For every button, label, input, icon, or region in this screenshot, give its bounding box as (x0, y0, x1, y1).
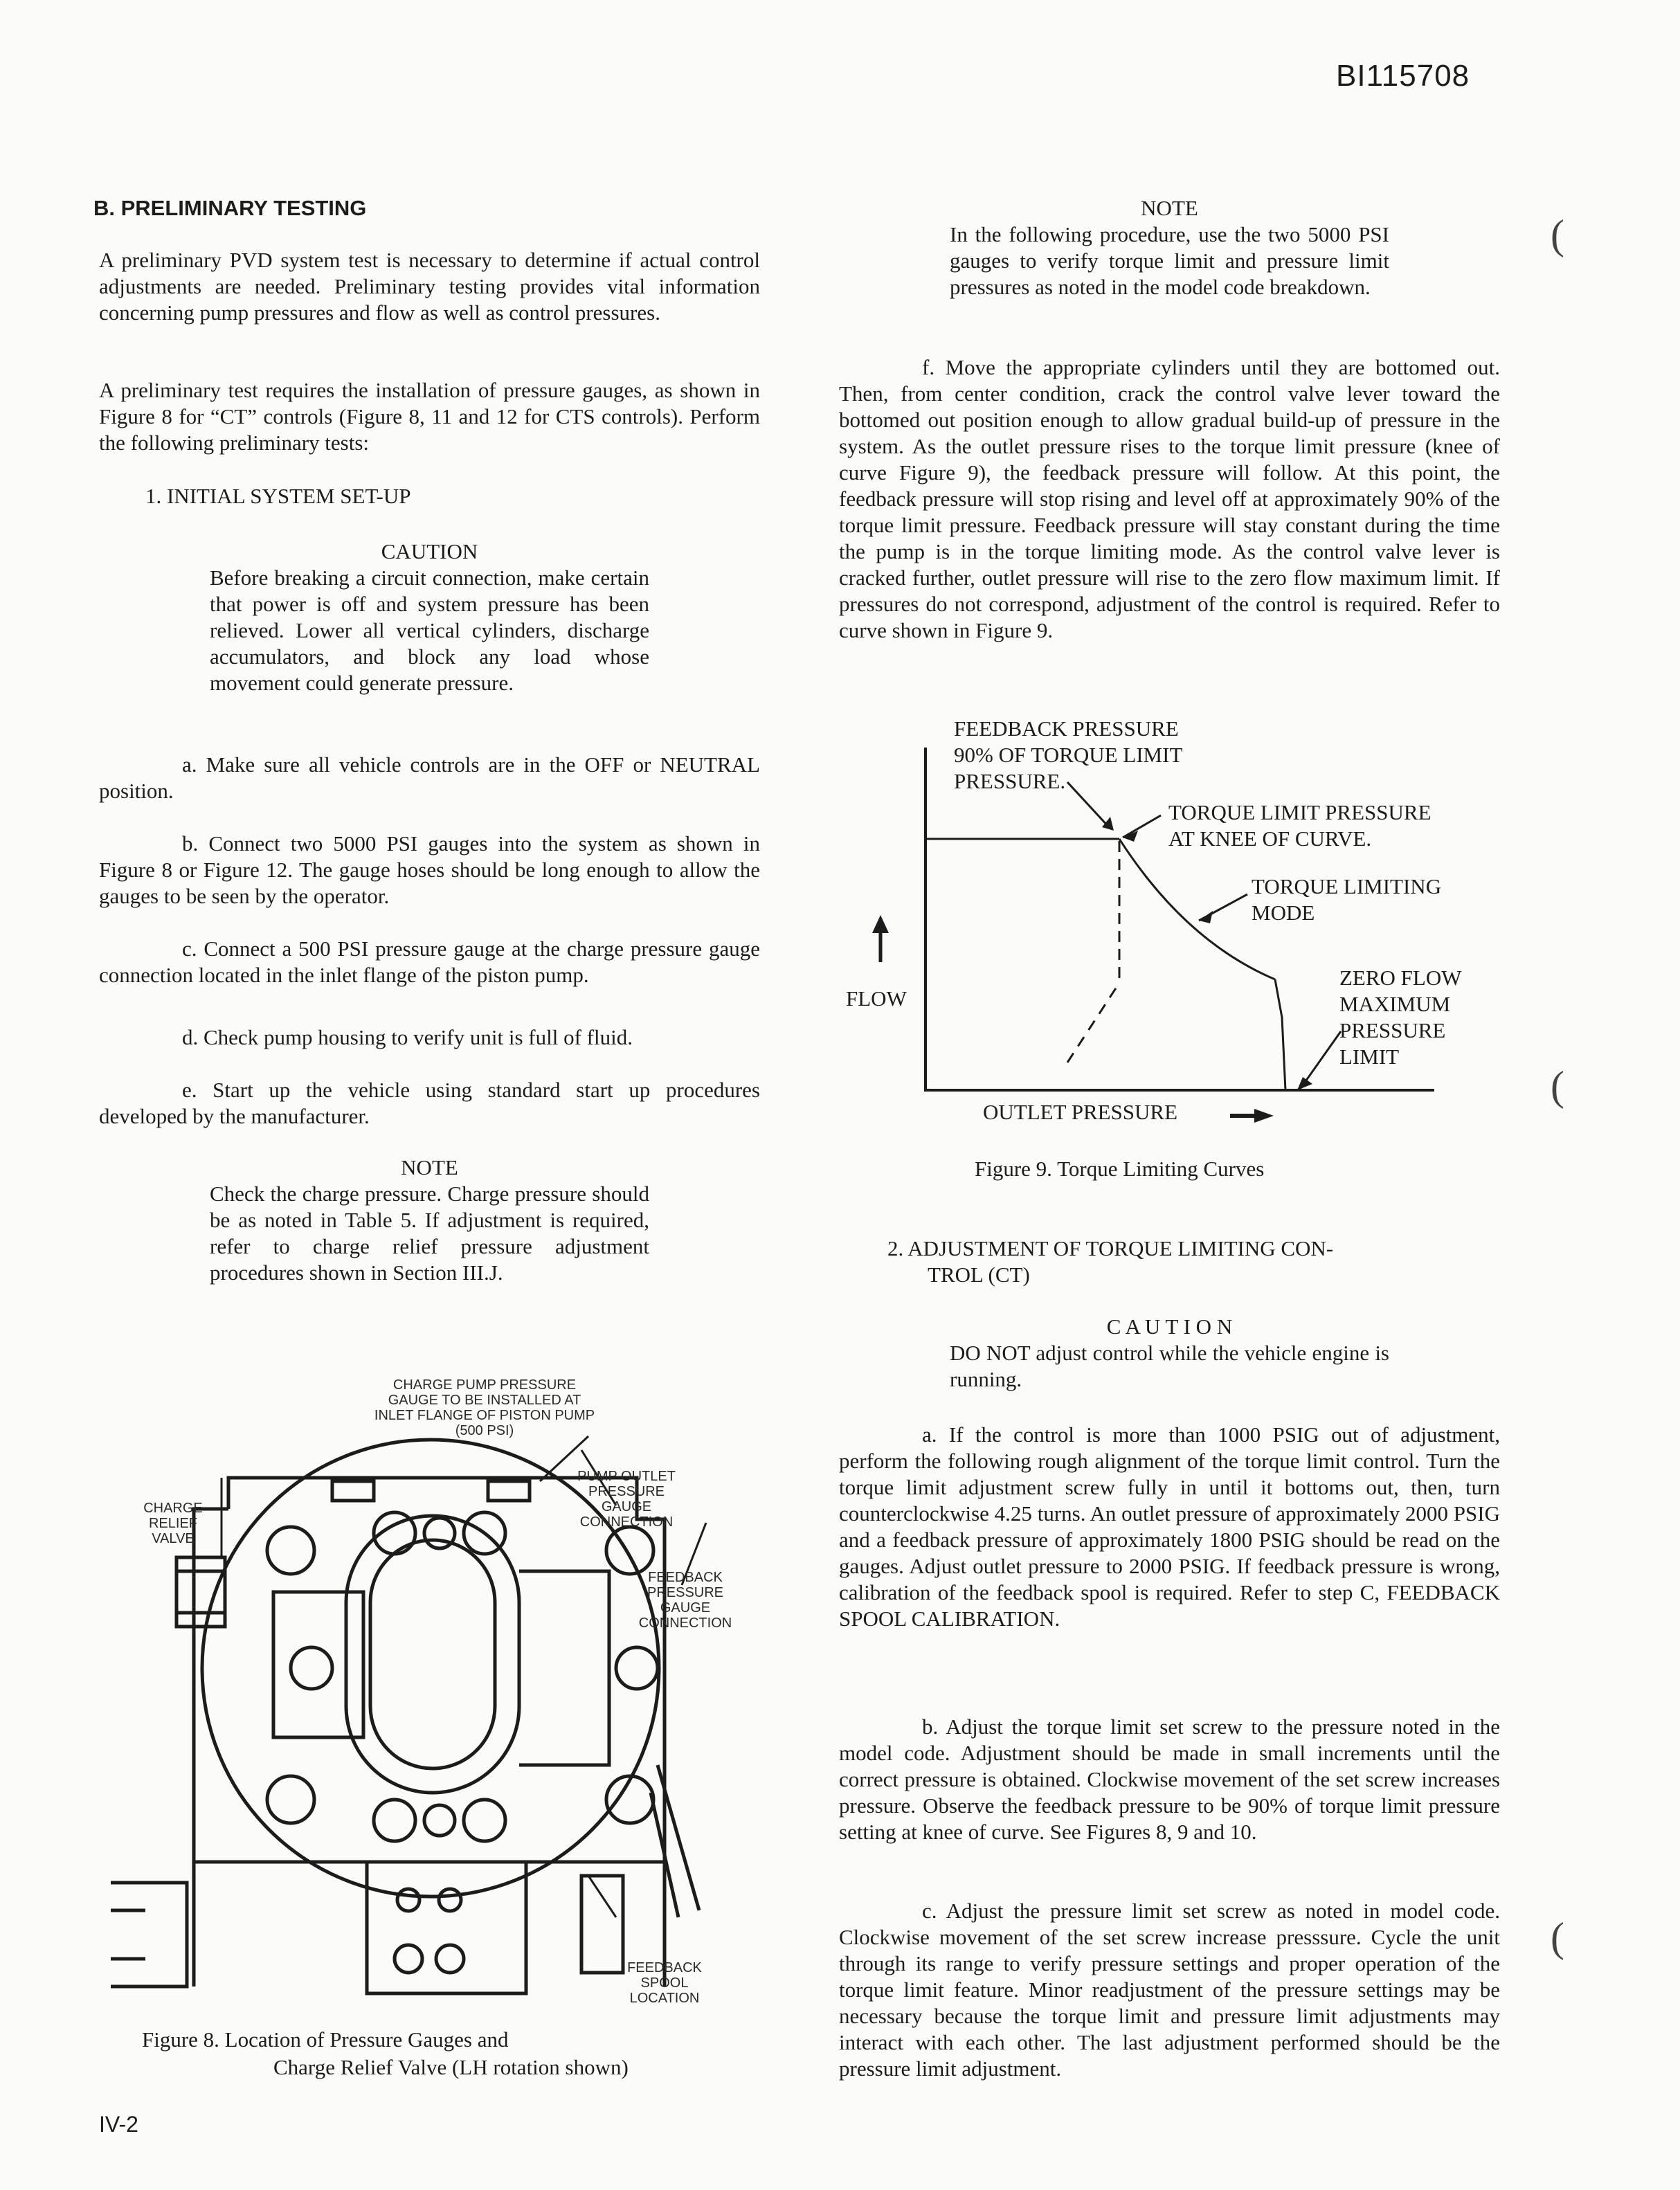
label-line: CONNECTION (638, 1616, 732, 1631)
label-line: GAUGE TO BE INSTALLED AT (388, 1393, 581, 1408)
label-charge-relief-valve (132, 1501, 215, 1546)
label-line: CONNECTION (579, 1514, 674, 1530)
step-item-b: b. Connect two 5000 PSI gauges into the system as shown in Figure 8 or Figure 12. The gauge hoses should be long enough to allow the gauges to be seen by the operator. (99, 831, 760, 908)
label-line: FEEDBACK PRESSURE (954, 716, 1179, 741)
caution-title: CAUTION (381, 539, 478, 563)
step2-item-b: b. Adjust the torque limit set screw to the pressure noted in the model code. Adjustment should be made in small increments until the correct pressure is obtained. Clockwise movement of the set screw increases pressure. Observe the feedback pressure to be 90% of torque limit pressure setting at knee of curve. See Figures 8, 9 and 10. (839, 1714, 1500, 1844)
label-line: 90% OF TORQUE LIMIT (954, 743, 1183, 767)
caution-block-1 (99, 539, 760, 696)
label-line: LOCATION (629, 1991, 700, 2006)
step-item-d: d. Check pump housing to verify unit is full of fluid. (182, 1025, 633, 1049)
caution-text: Before breaking a circuit connection, make certain that power is off and system pressure has been relieved. Lower all vertical cylinders, discharge accumulators, and block any load whose movement could generate pressure. (210, 565, 649, 695)
fig9-label-feedback (954, 716, 1182, 795)
step-item-f: f. Move the appropriate cylinders until they are bottomed out. Then, from center condition, crack the control valve lever toward the bottomed out position enough to allow gradual build-up of pressure in the system. As the outlet pressure rises to the torque limit pressure (knee of curve Figure 9), the feedback pressure will follow. At this point, the feedback pressure will stop rising and level off at approximately 90% of the torque limit pressure. Feedback pressure will stay constant during the time the pump is in the torque limiting mode. As the control valve lever is cracked further, outlet pressure will rise to the zero flow maximum limit. If pressures do not correspond, adjustment of the control is required. Refer to curve shown in Figure 9. (839, 355, 1500, 642)
label-line: MAXIMUM (1339, 992, 1451, 1016)
label-line: MODE (1252, 901, 1315, 925)
label-line: TORQUE LIMIT PRESSURE (1168, 800, 1431, 824)
figure-8-caption-line-2: Charge Relief Valve (LH rotation shown) (273, 2055, 629, 2079)
label-line: AT KNEE OF CURVE. (1168, 826, 1372, 851)
caution-text: DO NOT adjust control while the vehicle engine is running. (950, 1341, 1389, 1391)
section-heading: B. PRELIMINARY TESTING (93, 196, 367, 220)
fig9-axis-flow: FLOW (846, 986, 907, 1011)
label-line: PRESSURE (588, 1484, 665, 1499)
intro-paragraph-2: A preliminary test requires the installation of pressure gauges, as shown in Figure 8 for “CT” controls (Figure 8, 11 and 12 for CTS controls). Perform the following preliminary tests: (99, 378, 760, 455)
step-item-e: e. Start up the vehicle using standard start up procedures developed by the manufacturer. (99, 1078, 760, 1128)
label-line: SPOOL (640, 1975, 689, 1991)
note-title: NOTE (401, 1155, 458, 1179)
label-line: RELIEF (148, 1516, 198, 1531)
figure-8-caption-line-1: Figure 8. Location of Pressure Gauges and (142, 2027, 509, 2052)
note-text: In the following procedure, use the two 5000 PSI gauges to verify torque limit and pressure limit pressures as noted in the model code breakdown. (950, 222, 1389, 299)
label-pump-outlet-gauge (568, 1469, 685, 1530)
figure-9-caption: Figure 9. Torque Limiting Curves (975, 1157, 1265, 1181)
note-title: NOTE (1141, 196, 1198, 220)
intro-paragraph-1: A preliminary PVD system test is necessary to determine if actual control adjustments are needed. Preliminary testing provides vital information concerning pump pressures and flow as well as control pressures. (99, 248, 760, 325)
step2-item-c: c. Adjust the pressure limit set screw as noted in model code. Clockwise movement of the set screw increase presssure. Cycle the unit through its range to verify pressure settings and proper operation of the torque limit feature. Minor readjustment of the pressure settings may be necessary because the torque limit and pressure limit adjustments may interact with each other. The last adjustment performed should be the pressure limit adjustment. (839, 1899, 1500, 2081)
page-number: IV-2 (99, 2112, 138, 2137)
label-line: TORQUE LIMITING (1252, 874, 1442, 898)
label-line: FEEDBACK (648, 1570, 723, 1585)
note-block-2 (839, 195, 1500, 300)
label-line: VALVE (152, 1531, 195, 1546)
fig9-label-zero-flow (1339, 965, 1462, 1070)
label-feedback-gauge (623, 1570, 748, 1631)
label-line: GAUGE (660, 1600, 711, 1616)
label-line: PUMP OUTLET (577, 1469, 676, 1484)
fig9-axis-outlet-pressure: OUTLET PRESSURE (983, 1100, 1178, 1124)
label-charge-pump-gauge (370, 1377, 599, 1438)
label-line: INLET FLANGE OF PISTON PUMP (374, 1408, 595, 1423)
label-line: PRESSURE (647, 1585, 724, 1600)
note-block-1 (99, 1155, 760, 1286)
binding-mark: ( (1551, 1063, 1564, 1109)
caution-block-2 (839, 1314, 1500, 1393)
label-line: FEEDBACK (627, 1960, 702, 1975)
caution-title: C A U T I O N (1106, 1314, 1233, 1339)
step2-heading-line-2: TROL (CT) (928, 1263, 1030, 1287)
label-line: PRESSURE (1339, 1018, 1446, 1042)
label-line: ZERO FLOW (1339, 966, 1462, 990)
label-feedback-spool (609, 1960, 720, 2006)
step2-heading-line-1: 2. ADJUSTMENT OF TORQUE LIMITING CON- (887, 1236, 1334, 1260)
step2-item-a: a. If the control is more than 1000 PSIG out of adjustment, perform the following rough alignment of the torque limit control. Turn the torque limit adjustment screw fully in until it bottoms out, then, turn counterclockwise 4.25 turns. An outlet pressure of approximately 2000 PSIG and a feedback pressure of approximately 1800 PSIG should be read on the gauges. Adjust outlet pressure to 2000 PSIG. If feedback pressure is wrong, calibration of the feedback spool is required. Refer to step C, FEEDBACK SPOOL CALIBRATION. (839, 1422, 1500, 1631)
label-line: PRESSURE. (954, 769, 1066, 793)
label-line: (500 PSI) (455, 1423, 514, 1438)
label-line: CHARGE (143, 1501, 203, 1516)
label-line: LIMIT (1339, 1044, 1400, 1069)
note-text: Check the charge pressure. Charge pressure should be as noted in Table 5. If adjustment is required, refer to charge relief pressure adjustment procedures shown in Section III.J. (210, 1182, 649, 1285)
step-item-a: a. Make sure all vehicle controls are in the OFF or NEUTRAL position. (99, 752, 760, 803)
fig9-label-torque-limit (1168, 799, 1431, 852)
binding-mark: ( (1551, 212, 1564, 257)
document-id: BI115708 (1336, 59, 1470, 93)
binding-mark: ( (1551, 1915, 1564, 1960)
fig9-label-torque-mode (1252, 874, 1441, 926)
label-line: CHARGE PUMP PRESSURE (392, 1377, 577, 1393)
step-item-c: c. Connect a 500 PSI pressure gauge at the charge pressure gauge connection located in the inlet flange of the piston pump. (99, 936, 760, 987)
step1-heading: 1. INITIAL SYSTEM SET-UP (145, 484, 411, 508)
label-line: GAUGE (601, 1499, 652, 1514)
